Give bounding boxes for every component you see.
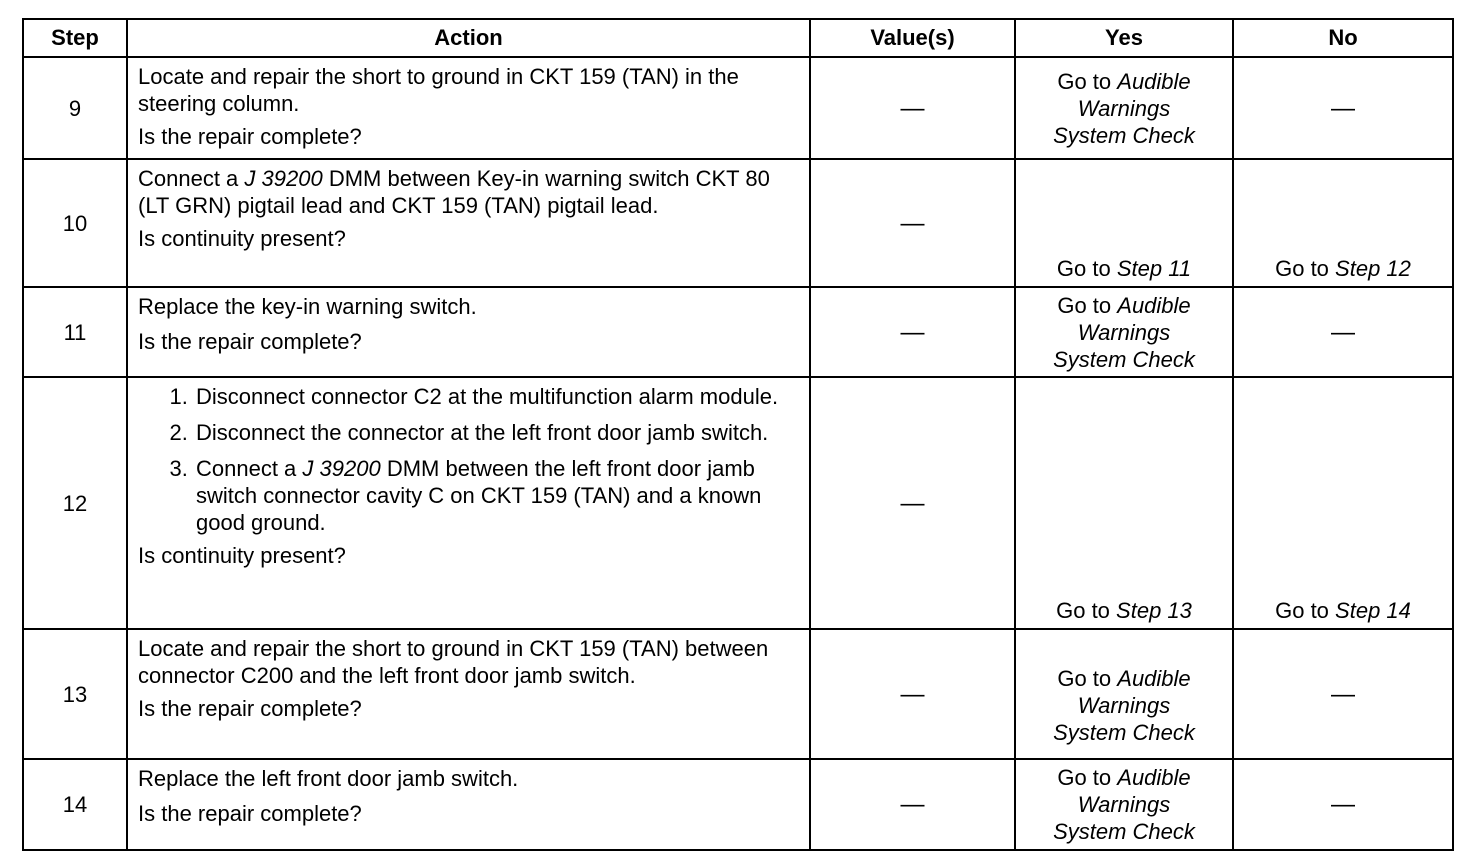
header-row	[23, 19, 1453, 57]
step-number: 12	[23, 377, 127, 629]
question-text: Is the repair complete?	[138, 696, 362, 721]
header-yes: Yes	[1015, 19, 1233, 57]
yes-target-line2: Warnings	[1077, 319, 1171, 345]
yes-target: Step 13	[1116, 598, 1192, 623]
yes-target-line3: System Check	[1053, 819, 1195, 844]
action-cell	[127, 629, 810, 759]
action-text-part: Connect a	[196, 456, 303, 481]
no-dash: —	[1233, 57, 1453, 159]
no-nav[interactable]	[1233, 377, 1453, 629]
goto-label: Go to	[1275, 598, 1329, 623]
value-dash: —	[810, 759, 1015, 850]
action-step-list	[138, 383, 799, 536]
yes-nav[interactable]	[1015, 287, 1233, 377]
yes-nav[interactable]	[1015, 759, 1233, 850]
yes-target: Step 11	[1116, 256, 1192, 281]
action-text: Replace the key-in warning switch.	[138, 294, 477, 319]
yes-target-line3: System Check	[1053, 719, 1195, 745]
action-cell	[127, 159, 810, 287]
question-text: Is the repair complete?	[138, 124, 362, 149]
no-target: Step 14	[1335, 598, 1411, 623]
goto-label: Go to	[1056, 598, 1110, 623]
yes-target-line2: Warnings	[1077, 692, 1171, 718]
value-dash: —	[810, 377, 1015, 629]
tool-name: J 39200	[244, 166, 323, 191]
action-text: Locate and repair the short to ground in CKT 159 (TAN) between connector C200 and the left front door jamb switch.	[138, 636, 769, 688]
yes-nav[interactable]	[1015, 377, 1233, 629]
list-item: 1. Disconnect connector C2 at the multifunction alarm module.	[194, 383, 799, 410]
table-row	[23, 57, 1453, 159]
table-row	[23, 159, 1453, 287]
goto-label: Go to	[1057, 68, 1112, 94]
yes-target-line1: Audible	[1117, 292, 1191, 318]
yes-target-line2: Warnings	[1077, 95, 1171, 121]
yes-nav[interactable]	[1015, 159, 1233, 287]
yes-target-line1: Audible	[1117, 765, 1191, 790]
diagnostic-table	[22, 18, 1454, 851]
value-dash: —	[810, 629, 1015, 759]
yes-target-line3: System Check	[1053, 122, 1195, 148]
question-text: Is continuity present?	[138, 543, 346, 568]
value-dash: —	[810, 57, 1015, 159]
goto-label: Go to	[1275, 256, 1329, 281]
action-cell	[127, 287, 810, 377]
tool-name: J 39200	[302, 456, 381, 481]
no-dash: —	[1233, 759, 1453, 850]
table-row	[23, 629, 1453, 759]
header-step: Step	[23, 19, 127, 57]
table-row	[23, 377, 1453, 629]
step-number: 13	[23, 629, 127, 759]
no-dash: —	[1233, 629, 1453, 759]
header-action: Action	[127, 19, 810, 57]
yes-nav[interactable]	[1015, 57, 1233, 159]
action-text-part: DMM between Key-in warning switch CKT 80 (LT GRN) pigtail lead and CKT 159 (TAN) pigtail lead.	[138, 166, 770, 218]
table-row	[23, 759, 1453, 850]
value-dash: —	[810, 287, 1015, 377]
question-text: Is the repair complete?	[138, 801, 362, 826]
action-cell	[127, 377, 810, 629]
goto-label: Go to	[1057, 765, 1112, 790]
list-item: 2. Disconnect the connector at the left front door jamb switch.	[194, 419, 799, 446]
step-number: 14	[23, 759, 127, 850]
goto-label: Go to	[1057, 292, 1112, 318]
action-cell	[127, 57, 810, 159]
no-target: Step 12	[1335, 256, 1411, 281]
step-number: 11	[23, 287, 127, 377]
action-text: Replace the left front door jamb switch.	[138, 766, 519, 791]
action-cell	[127, 759, 810, 850]
table-row	[23, 287, 1453, 377]
no-dash: —	[1233, 287, 1453, 377]
value-dash: —	[810, 159, 1015, 287]
question-text: Is continuity present?	[138, 226, 346, 251]
yes-target-line1: Audible	[1117, 68, 1191, 94]
action-text	[138, 165, 799, 219]
action-text-part: Connect a	[138, 166, 245, 191]
step-number: 9	[23, 57, 127, 159]
action-text: Locate and repair the short to ground in CKT 159 (TAN) in the steering column.	[138, 64, 739, 116]
yes-target-line1: Audible	[1117, 665, 1191, 691]
yes-target-line3: System Check	[1053, 346, 1195, 372]
header-values: Value(s)	[810, 19, 1015, 57]
no-nav[interactable]	[1233, 159, 1453, 287]
yes-target-line2: Warnings	[1077, 792, 1171, 817]
list-item	[194, 455, 799, 536]
action-text-part: DMM between the left front door jamb switch connector cavity C on CKT 159 (TAN) and a known good ground.	[196, 456, 762, 535]
goto-label: Go to	[1056, 256, 1111, 281]
step-number: 10	[23, 159, 127, 287]
header-no: No	[1233, 19, 1453, 57]
yes-nav[interactable]	[1015, 629, 1233, 759]
question-text: Is the repair complete?	[138, 329, 362, 354]
goto-label: Go to	[1057, 665, 1112, 691]
